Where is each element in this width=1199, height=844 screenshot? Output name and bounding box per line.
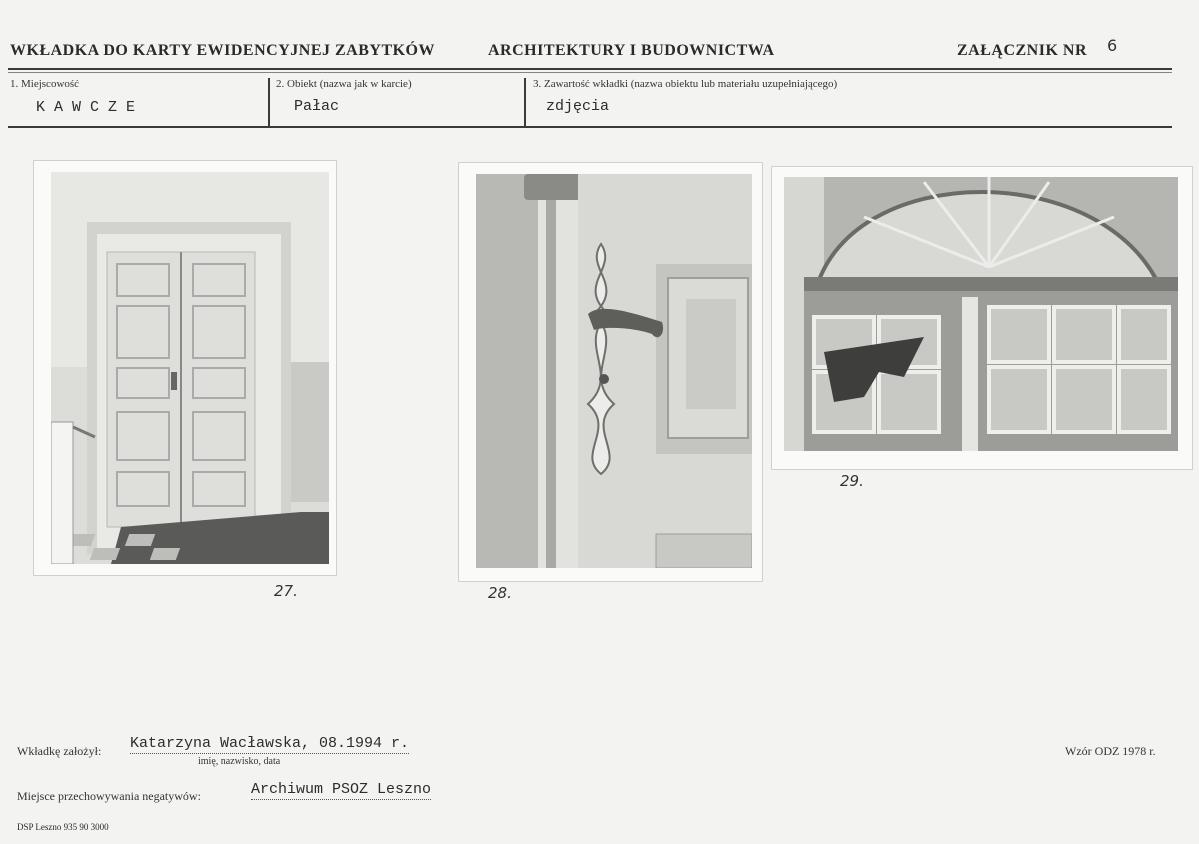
header-rule-thin [8,72,1172,73]
contents-label: 3. Zawartość wkładki (nazwa obiektu lub materiału uzupełniającego) [533,78,838,90]
object-value: Pałac [294,98,340,115]
storage-label: Miejsce przechowywania negatywów: [17,789,201,803]
location-label: 1. Miejscowość [10,78,80,90]
created-caption: imię, nazwisko, data [198,756,281,767]
field-divider-2 [524,78,526,126]
created-label: Wkładkę założył: [17,744,102,758]
attachment-number: 6 [1107,36,1118,55]
storage-value: Archiwum PSOZ Leszno [251,781,432,798]
photo-29-window [784,177,1178,451]
fields-rule [8,126,1172,128]
attachment-label: ZAŁĄCZNIK NR [957,42,1088,59]
header-title-left: WKŁADKA DO KARTY EWIDENCYJNEJ ZABYTKÓW [10,42,435,59]
photo-28-handle [476,174,752,568]
form-pattern: Wzór ODZ 1978 r. [1065,744,1156,758]
created-value: Katarzyna Wacławska, 08.1994 r. [130,735,410,752]
photo-27-number: 27. [274,582,298,600]
location-value: K A W C Z E [36,99,136,116]
photo-28-number: 28. [488,584,512,602]
photo-27-door [51,172,329,564]
photo-29-number: 29. [840,472,864,490]
header-rule [8,68,1172,70]
printer-note: DSP Leszno 935 90 3000 [17,822,109,832]
contents-value: zdjęcia [546,98,610,115]
field-divider-1 [268,78,270,126]
header-title-right: ARCHITEKTURY I BUDOWNICTWA [488,42,775,59]
object-label: 2. Obiekt (nazwa jak w karcie) [276,78,412,90]
